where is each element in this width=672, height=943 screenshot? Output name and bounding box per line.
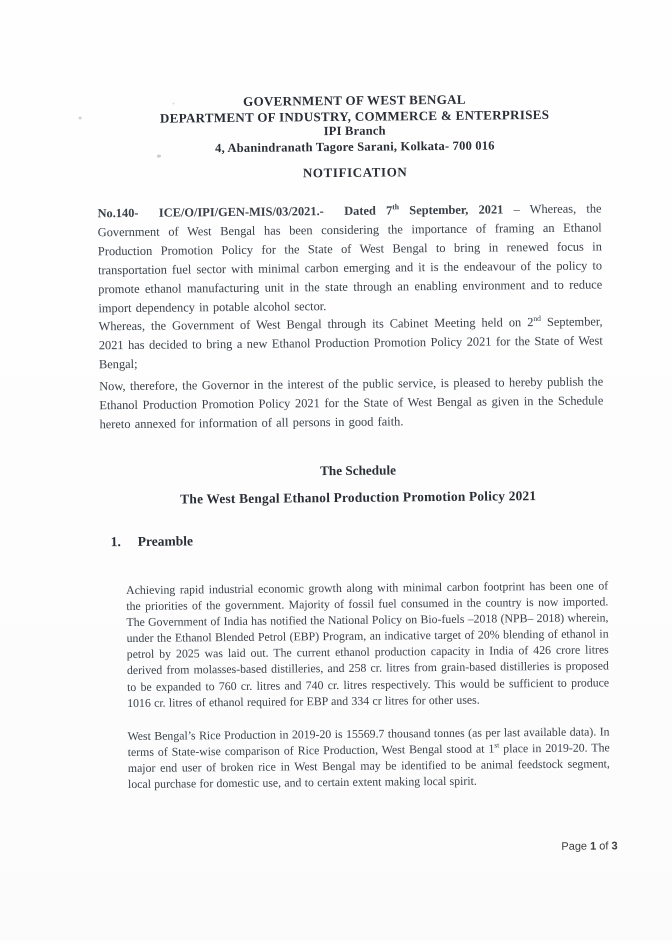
section-label: Preamble bbox=[137, 533, 193, 549]
department-name: DEPARTMENT OF INDUSTRY, COMMERCE & ENTERPRISES bbox=[159, 106, 550, 126]
policy-title: The West Bengal Ethanol Production Promotion Policy 2021 bbox=[180, 488, 537, 507]
address-line: 4, Abanindranath Tagore Sarani, Kolkata- 700 016 bbox=[215, 137, 495, 155]
section-number: 1. bbox=[110, 534, 121, 550]
notification-paragraph-2: Whereas, the Government of West Bengal through its Cabinet Meeting held on 2nd September, 2021 has decided to bring a new Ethanol Production Promotion Policy 2021 for the State of West Bengal; bbox=[98, 313, 603, 372]
section-1-preamble-heading bbox=[111, 533, 193, 550]
notification-paragraph-1: No.140- ICE/O/IPI/GEN-MIS/03/2021.- Dated 7th September, 2021 – Whereas, the Government of West Bengal has been considering the importance of framing an Ethanol Production Promotion Policy for the State of West Bengal to bring in renewed focus in transportation fuel sector with minimal carbon emerging and it is the endeavour of the policy to promote ethanol manufacturing unit in the state through an enabling environment and to reduce import dependency in potable alcohol sector. bbox=[97, 201, 603, 316]
page-number: Page 1 of 3 bbox=[561, 840, 618, 853]
preamble-paragraph-1: Achieving rapid industrial economic growth along with minimal carbon footprint has been one of the priorities of the government. Majority of fossil fuel consumed in the country is now imported. The Government of India has notified the National Policy on Bio-fuels –2018 (NPB– 2018) wherein, under the Ethanol Blended Petrol (EBP) Program, an indicative target of 20% blending of ethanol in petrol by 2025 was laid out. The current ethanol production capacity in India of 426 crore litres derived from molasses-based distilleries, and 258 cr. litres from grain-based distilleries is proposed to be expanded to 760 cr. litres and 740 cr. litres respectively. This would be sufficient to produce 1016 cr. litres of ethanol required for EBP and 334 cr litres for other uses. bbox=[126, 578, 610, 710]
notification-paragraph-3: Now, therefore, the Governor in the interest of the public service, is pleased to hereby publish the Ethanol Production Promotion Policy 2021 for the State of West Bengal as given in the Schedule hereto annexed for information of all persons in good faith. bbox=[99, 374, 604, 432]
schedule-heading: The Schedule bbox=[320, 462, 396, 479]
notification-heading: NOTIFICATION bbox=[302, 164, 408, 181]
government-title: GOVERNMENT OF WEST BENGAL bbox=[243, 91, 466, 109]
preamble-paragraph-2: West Bengal’s Rice Production in 2019-20 is 15569.7 thousand tonnes (as per last available data). In terms of State-wise comparison of Rice Production, West Bengal stood at 1st place in 2019-20. The major end user of broken rice in West Bengal may be identified to be animal feedstock segment, local purchase for domestic use, and to certain extent making local spirit. bbox=[127, 724, 610, 792]
branch-name: IPI Branch bbox=[323, 123, 386, 139]
letterhead bbox=[36, 90, 672, 158]
